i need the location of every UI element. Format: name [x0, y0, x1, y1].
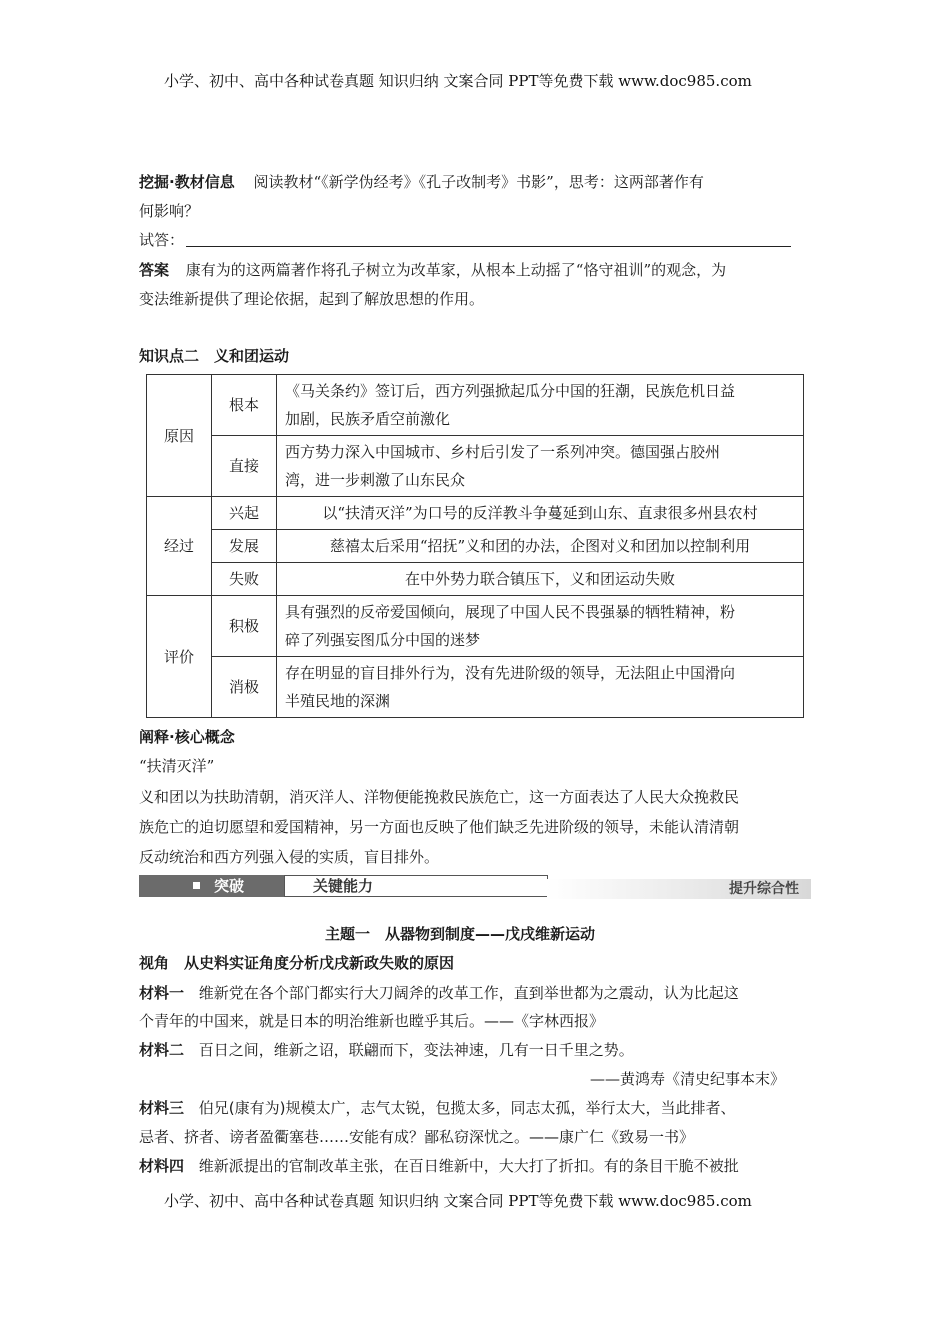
concept-line3: 反动统治和西方列强入侵的实质，盲目排外。: [139, 848, 440, 866]
cell-positive-text-2: 碎了列强妄图瓜分中国的迷梦: [285, 631, 481, 649]
table-row: [147, 657, 804, 718]
material1-text1: 维新党在各个部门都实行大刀阔斧的改革工作，直到举世都为之震动，认为比起这: [198, 984, 739, 1002]
knowledge-table: [146, 374, 804, 718]
table-row: [147, 563, 804, 596]
cell-direct-text-2: 湾，进一步刺激了山东民众: [285, 471, 466, 489]
material2-line1: [139, 1036, 634, 1065]
concept-line1: 义和团以为扶助清朝，消灭洋人、洋物便能挽救民族危亡，这一方面表达了人民大众挽救民: [139, 788, 740, 806]
topic-view: 视角 从史料实证角度分析戊戌新政失败的原因: [139, 954, 455, 972]
material1-line2: 个青年的中国来，就是日本的明治维新也瞠乎其后。——《字林西报》: [139, 1012, 605, 1030]
cell-direct: 直接: [212, 436, 277, 497]
try-answer-label: 试答：: [139, 231, 185, 249]
material1-label: 材料一: [139, 984, 185, 1002]
material4-text1: 维新派提出的官制改革主张，在百日维新中，大大打了折扣。有的条目干脆不被批: [198, 1157, 739, 1175]
topic-title: 主题一 从器物到制度——戊戌维新运动: [325, 925, 596, 943]
banner-right-label: 提升综合性: [729, 881, 799, 897]
try-answer-row: [139, 226, 791, 255]
table-row: [147, 596, 804, 657]
cell-direct-text-1: 西方势力深入中国城市、乡村后引发了一系列冲突。德国强占胶州: [285, 443, 721, 461]
material1-line1: [139, 979, 739, 1008]
material2-text1: 百日之间，维新之诏，联翩而下，变法神速，几有一日千里之势。: [198, 1041, 634, 1059]
cell-rise: 兴起: [212, 497, 277, 530]
concept-heading: 阐释·核心概念: [139, 728, 235, 746]
cell-develop: 发展: [212, 530, 277, 563]
material4-line1: [139, 1152, 739, 1181]
cell-negative-text-1: 存在明显的盲目排外行为，没有先进阶级的领导，无法阻止中国滑向: [285, 664, 736, 682]
cell-cause: 原因: [147, 375, 212, 497]
answer-blank-line[interactable]: [186, 232, 791, 247]
concept-term: “扶清灭洋”: [139, 757, 215, 775]
cell-root: 根本: [212, 375, 277, 436]
knowledge-title: 知识点二 义和团运动: [139, 347, 290, 365]
cell-fail: 失败: [212, 563, 277, 596]
table-row: [147, 497, 804, 530]
answer-text2: 变法维新提供了理论依据，起到了解放思想的作用。: [139, 290, 485, 308]
table-row: [147, 530, 804, 563]
cell-direct-text: [277, 436, 804, 497]
cell-positive-text: [277, 596, 804, 657]
banner-left-label: 突破: [214, 877, 245, 895]
banner-breakthrough: [139, 875, 284, 897]
banner-mid-label: 关键能力: [313, 877, 374, 895]
square-bullet-icon: [193, 882, 200, 889]
cell-root-text: [277, 375, 804, 436]
material3-text1: 伯兄(康有为)规模太广，志气太锐，包揽太多，同志太孤，举行太大，当此排者、: [198, 1099, 736, 1117]
material2-source: ——黄鸿寿《清史纪事本末》: [590, 1070, 786, 1088]
cell-root-text-2: 加剧，民族矛盾空前激化: [285, 410, 451, 428]
cell-fail-text: 在中外势力联合镇压下，义和团运动失败: [277, 563, 804, 596]
table-row: [147, 436, 804, 497]
answer-label: 答案: [139, 261, 170, 279]
section1-question-cont: 何影响？: [139, 202, 200, 220]
concept-line2: 族危亡的迫切愿望和爱国精神，另一方面也反映了他们缺乏先进阶级的领导，未能认清清朝: [139, 818, 740, 836]
cell-negative-text: [277, 657, 804, 718]
table-row: [147, 375, 804, 436]
cell-evaluation: 评价: [147, 596, 212, 718]
section1-question: 阅读教材“《新学伪经考》《孔子改制考》书影”，思考：这两部著作有: [253, 173, 704, 191]
answer-text1: 康有为的这两篇著作将孔子树立为改革家，从根本上动摇了“恪守祖训”的观念，为: [185, 261, 727, 279]
banner-key-ability: [284, 875, 548, 897]
material4-label: 材料四: [139, 1157, 185, 1175]
cell-positive-text-1: 具有强烈的反帝爱国倾向，展现了中国人民不畏强暴的牺牲精神，粉: [285, 603, 736, 621]
cell-negative-text-2: 半殖民地的深渊: [285, 692, 391, 710]
answer-row1: [139, 256, 726, 285]
cell-rise-text: 以“扶清灭洋”为口号的反洋教斗争蔓延到山东、直隶很多州县农村: [277, 497, 804, 530]
material3-line2: 忌者、挤者、谤者盈衢塞巷……安能有成？鄙私窃深忧之。——康广仁《致易一书》: [139, 1128, 695, 1146]
material3-label: 材料三: [139, 1099, 185, 1117]
cell-root-text-1: 《马关条约》签订后，西方列强掀起瓜分中国的狂潮，民族危机日益: [285, 382, 736, 400]
cell-develop-text: 慈禧太后采用“招抚”义和团的办法，企图对义和团加以控制利用: [277, 530, 804, 563]
cell-positive: 积极: [212, 596, 277, 657]
section1-heading: 挖掘·教材信息: [139, 173, 235, 191]
cell-negative: 消极: [212, 657, 277, 718]
material2-label: 材料二: [139, 1041, 185, 1059]
material3-line1: [139, 1094, 736, 1123]
section-banner: [139, 873, 811, 899]
banner-comprehensive: [547, 879, 811, 899]
section1-line1: [139, 168, 704, 197]
page-header: 小学、初中、高中各种试卷真题 知识归纳 文案合同 PPT等免费下载 www.doc985.com: [164, 72, 752, 90]
page-footer: 小学、初中、高中各种试卷真题 知识归纳 文案合同 PPT等免费下载 www.doc985.com: [164, 1192, 752, 1210]
cell-process: 经过: [147, 497, 212, 596]
